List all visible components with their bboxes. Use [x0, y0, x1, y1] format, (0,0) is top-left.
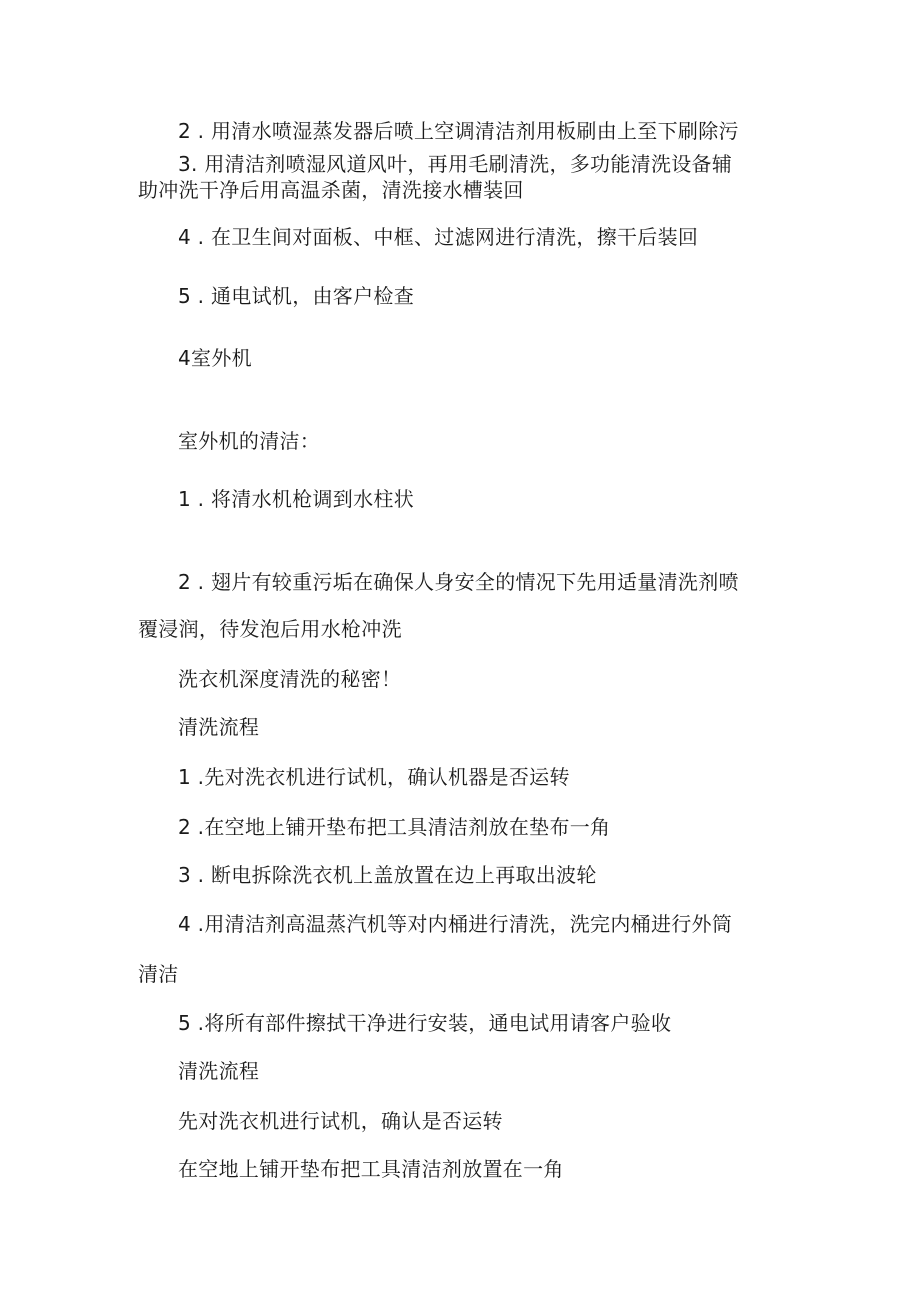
text-line: 2 . 翅片有较重污垢在确保人身安全的情况下先用适量清洗剂喷 [178, 570, 739, 594]
text-line: 助冲洗干净后用高温杀菌，清洗接水槽装回 [138, 178, 524, 202]
text-line: 4 .用清洁剂高温蒸汽机等对内桶进行清洗，洗完内桶进行外筒 [178, 912, 733, 936]
text-line: 2 .在空地上铺开垫布把工具清洁剂放在垫布一角 [178, 815, 611, 839]
text-line: 2 . 用清水喷湿蒸发器后喷上空调清洁剂用板刷由上至下刷除污 [178, 119, 739, 143]
text-line: 5 .将所有部件擦拭干净进行安装，通电试用请客户验收 [178, 1011, 672, 1035]
section-heading: 4室外机 [178, 346, 252, 370]
subheading: 清洗流程 [178, 1059, 260, 1083]
text-line: 1 .先对洗衣机进行试机，确认机器是否运转 [178, 765, 570, 789]
subheading: 清洗流程 [178, 715, 260, 739]
text-line: 1 . 将清水机枪调到水柱状 [178, 487, 414, 511]
text-line: 4 . 在卫生间对面板、中框、过滤网进行清洗，擦干后装回 [178, 225, 699, 249]
text-line: 3 . 断电拆除洗衣机上盖放置在边上再取出波轮 [178, 863, 597, 887]
text-line: 清洁 [138, 962, 179, 986]
text-line: 在空地上铺开垫布把工具清洁剂放置在一角 [178, 1157, 564, 1181]
text-line: 室外机的清洁： [178, 429, 321, 453]
text-line: 5 . 通电试机，由客户检查 [178, 284, 414, 308]
text-line: 3. 用清洁剂喷湿风道风叶，再用毛刷清洗，多功能清洗设备辅 [178, 152, 733, 176]
section-heading: 洗衣机深度清洗的秘密！ [178, 667, 402, 691]
text-line: 先对洗衣机进行试机，确认是否运转 [178, 1109, 503, 1133]
text-line: 覆浸润，待发泡后用水枪冲洗 [138, 617, 402, 641]
